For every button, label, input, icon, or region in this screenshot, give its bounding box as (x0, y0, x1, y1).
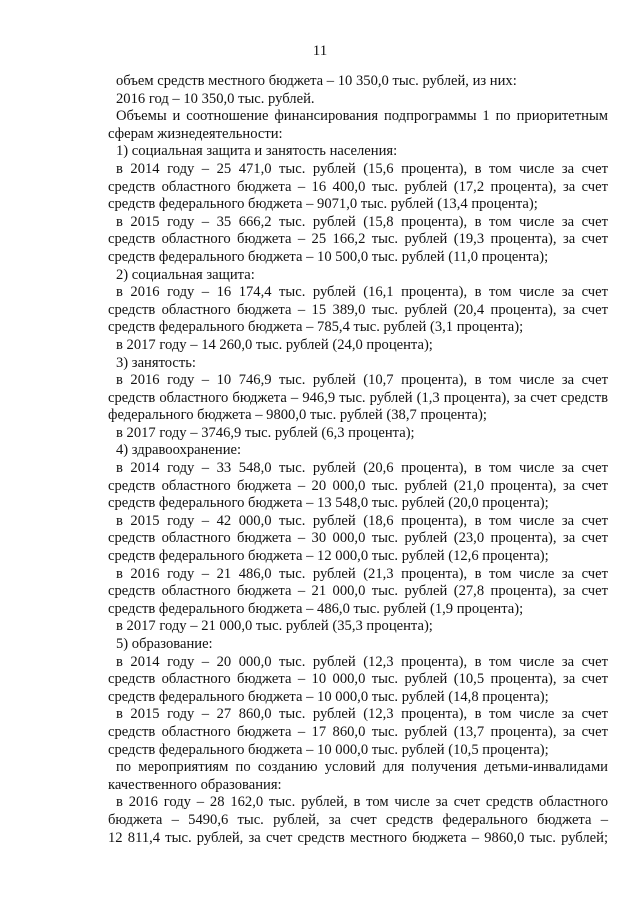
text-line: средств областного бюджета – 30 000,0 тыс. рублей (23,0 процента), за счет (108, 530, 608, 547)
text-line: объем средств местного бюджета – 10 350,0 тыс. рублей, из них: (116, 73, 517, 89)
document-body (108, 73, 608, 847)
text-line: по мероприятиям по созданию условий для получения детьми-инвалидами (116, 759, 608, 776)
text-line: качественного образования: (108, 776, 282, 793)
text-line: в 2014 году – 25 471,0 тыс. рублей (15,6 процента), в том числе за счет (116, 160, 608, 177)
text-line: 12 811,4 тыс. рублей, за счет средств местного бюджета – 9860,0 тыс. рублей; (108, 829, 608, 846)
text-line: в 2014 году – 33 548,0 тыс. рублей (20,6 процента), в том числе за счет (116, 460, 608, 477)
text-line: средств областного бюджета – 21 000,0 тыс. рублей (27,8 процента), за счет (108, 583, 608, 600)
text-line: в 2017 году – 14 260,0 тыс. рублей (24,0 процента); (116, 336, 433, 353)
text-line: 3) занятость: (116, 354, 196, 371)
text-line: в 2015 году – 27 860,0 тыс. рублей (12,3 процента), в том числе за счет (116, 706, 608, 723)
text-line: средств областного бюджета – 10 000,0 тыс. рублей (10,5 процента), за счет (108, 671, 608, 688)
text-line: в 2015 году – 35 666,2 тыс. рублей (15,8 процента), в том числе за счет (116, 213, 608, 230)
text-line: средств федерального бюджета – 10 000,0 тыс. рублей (10,5 процента); (108, 741, 549, 758)
text-line: средств федерального бюджета – 9071,0 тыс. рублей (13,4 процента); (108, 196, 538, 213)
page-number: 11 (312, 43, 328, 59)
text-line: средств областного бюджета – 16 400,0 тыс. рублей (17,2 процента), за счет (108, 178, 608, 195)
text-line: в 2016 году – 10 746,9 тыс. рублей (10,7 процента), в том числе за счет (116, 372, 608, 389)
text-line: средств областного бюджета – 946,9 тыс. рублей (1,3 процента), за счет средств (108, 389, 608, 406)
text-line: в 2016 году – 28 162,0 тыс. рублей, в том числе за счет средств областного (116, 794, 608, 811)
text-line: средств федерального бюджета – 486,0 тыс. рублей (1,9 процента); (108, 600, 524, 617)
text-line: средств областного бюджета – 25 166,2 тыс. рублей (19,3 процента), за счет (108, 231, 608, 248)
text-line: средств федерального бюджета – 12 000,0 тыс. рублей (12,6 процента); (108, 548, 549, 565)
text-line: бюджета – 5490,6 тыс. рублей, за счет средств федерального бюджета – (108, 811, 608, 828)
text-line: средств федерального бюджета – 13 548,0 тыс. рублей (20,0 процента); (108, 495, 549, 512)
text-line: Объемы и соотношение финансирования подпрограммы 1 по приоритетным (116, 108, 608, 125)
text-line: 1) социальная защита и занятость населения: (116, 143, 398, 160)
text-line: федерального бюджета – 9800,0 тыс. рублей (38,7 процента); (108, 407, 487, 424)
text-line: средств областного бюджета – 20 000,0 тыс. рублей (21,0 процента), за счет (108, 477, 608, 494)
text-line: средств областного бюджета – 15 389,0 тыс. рублей (20,4 процента), за счет (108, 301, 608, 318)
text-line: в 2016 году – 16 174,4 тыс. рублей (16,1 процента), в том числе за счет (116, 284, 608, 301)
text-line: в 2017 году – 21 000,0 тыс. рублей (35,3 процента); (116, 618, 433, 635)
text-line: средств федерального бюджета – 10 500,0 тыс. рублей (11,0 процента); (108, 248, 549, 265)
text-line: 2016 год – 10 350,0 тыс. рублей. (116, 90, 315, 107)
text-line: в 2015 году – 42 000,0 тыс. рублей (18,6 процента), в том числе за счет (116, 512, 608, 529)
text-line: сферам жизнедеятельности: (108, 125, 283, 142)
text-line: в 2016 году – 21 486,0 тыс. рублей (21,3 процента), в том числе за счет (116, 565, 608, 582)
text-line: средств областного бюджета – 17 860,0 тыс. рублей (13,7 процента), за счет (108, 723, 608, 740)
text-line: средств федерального бюджета – 10 000,0 тыс. рублей (14,8 процента); (108, 688, 549, 705)
text-line: 4) здравоохранение: (116, 442, 242, 459)
text-line: в 2014 году – 20 000,0 тыс. рублей (12,3 процента), в том числе за счет (116, 653, 608, 670)
text-line: 2) социальная защита: (116, 266, 255, 283)
text-line: в 2017 году – 3746,9 тыс. рублей (6,3 процента); (116, 424, 415, 441)
text-line: средств федерального бюджета – 785,4 тыс. рублей (3,1 процента); (108, 319, 524, 336)
text-line: 5) образование: (116, 636, 213, 652)
